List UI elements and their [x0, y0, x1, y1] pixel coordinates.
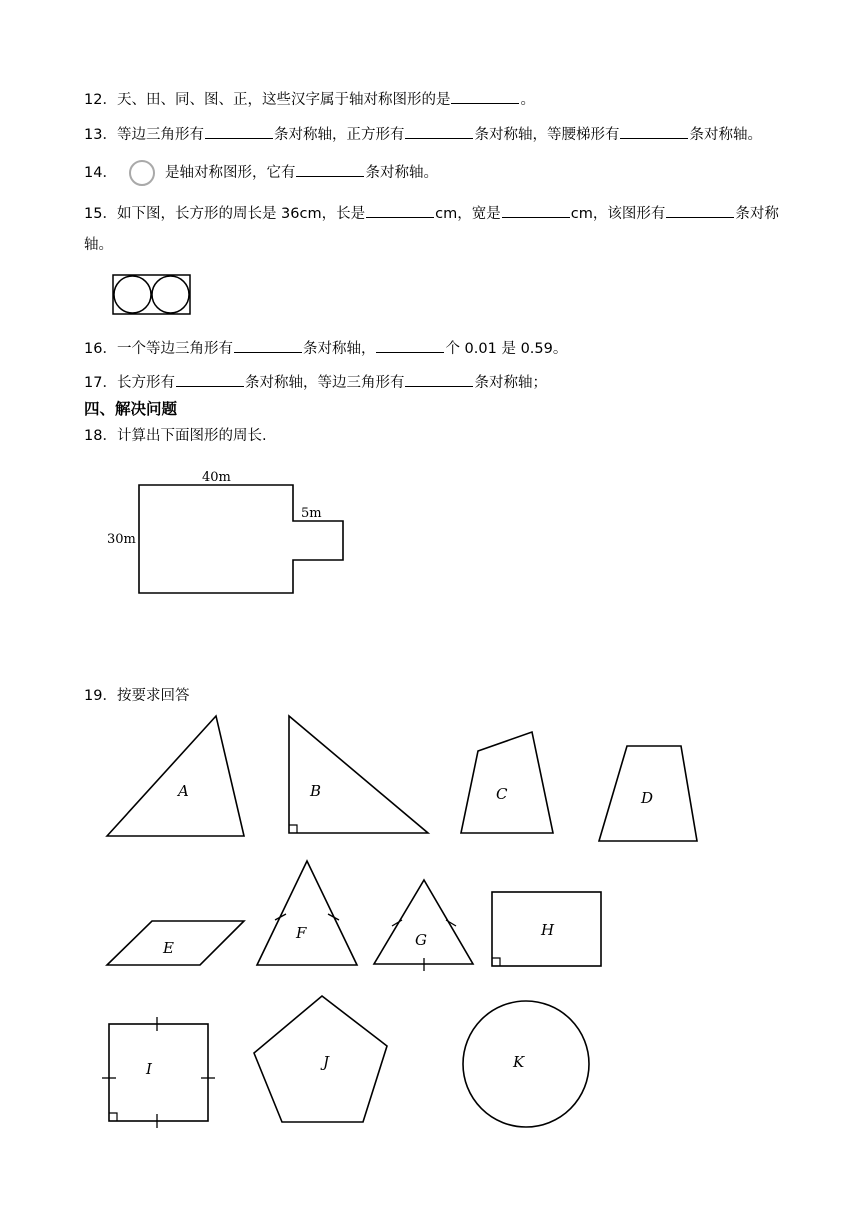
- shape-label-d: D: [641, 789, 654, 807]
- shape-j-pentagon: [254, 996, 387, 1122]
- question-number: 12．: [84, 92, 117, 108]
- dimension-label-notch: 5m: [301, 506, 322, 521]
- shape-label-a: A: [178, 782, 189, 800]
- shape-label-f: F: [296, 924, 307, 942]
- shape-label-c: C: [496, 785, 508, 803]
- question-number: 15．: [84, 206, 117, 222]
- question-number: 18．: [84, 428, 117, 444]
- question-text: 按要求回答: [116, 688, 190, 704]
- shape-label-k: K: [513, 1053, 525, 1071]
- shape-f-isosceles-triangle: [257, 861, 357, 965]
- question-text: 条对称轴。: [365, 165, 438, 181]
- shape-g-equilateral-triangle: [374, 880, 473, 964]
- shape-i-square: [109, 1024, 208, 1121]
- shape-b-right-triangle: [289, 716, 428, 833]
- question-text: 条对称轴，等腰梯形有: [474, 127, 620, 143]
- question-text-end: 。: [520, 92, 535, 108]
- shape-label-j: J: [323, 1053, 330, 1071]
- shape-e-parallelogram: [107, 921, 244, 965]
- question-text: 长方形有: [116, 375, 175, 391]
- question-text: 计算出下面图形的周长.: [116, 428, 267, 444]
- question-text: 天、田、同、图、正，这些汉字属于轴对称图形的是: [116, 92, 451, 108]
- question-number: 16．: [84, 341, 117, 357]
- question-text: 条对称轴，: [302, 341, 376, 357]
- question-number: 19．: [84, 688, 117, 704]
- question-text: 条对称轴；: [474, 375, 547, 391]
- question-text: 条对称轴，等边三角形有: [244, 375, 405, 391]
- question-text: 个 0.01 是 0.59。: [445, 341, 568, 357]
- question-text: 如下图，长方形的周长是 36cm，长是: [116, 206, 366, 222]
- right-angle-mark: [289, 825, 297, 833]
- shape-k-circle: [463, 1001, 589, 1127]
- question-text: 轴。: [84, 237, 113, 253]
- shape-label-g: G: [415, 931, 427, 949]
- question-number: 17．: [84, 375, 117, 391]
- shape-label-h: H: [541, 921, 555, 939]
- question-text: 条对称轴，正方形有: [273, 127, 405, 143]
- right-angle-mark: [492, 958, 500, 966]
- question-text: cm，宽是: [435, 206, 501, 222]
- shape-a-triangle: [107, 716, 244, 836]
- shape-label-i: I: [146, 1060, 152, 1078]
- question-text: cm，该图形有: [570, 206, 666, 222]
- question-text: 是轴对称图形，它有: [164, 165, 296, 181]
- question-text: 等边三角形有: [116, 127, 204, 143]
- question-text: 条对称轴。: [689, 127, 762, 143]
- question-text: 条对称: [735, 206, 779, 222]
- dimension-label-left: 30m: [107, 532, 136, 547]
- question-text: 一个等边三角形有: [116, 341, 233, 357]
- question-number: 13．: [84, 127, 117, 143]
- right-angle-mark: [109, 1113, 117, 1121]
- shape-c-quadrilateral: [461, 732, 553, 833]
- shape-label-e: E: [163, 939, 174, 957]
- question-number: 14．: [84, 165, 117, 181]
- dimension-label-top: 40m: [202, 470, 231, 485]
- section-heading: 四、解决问题: [84, 400, 178, 418]
- shape-label-b: B: [310, 782, 322, 800]
